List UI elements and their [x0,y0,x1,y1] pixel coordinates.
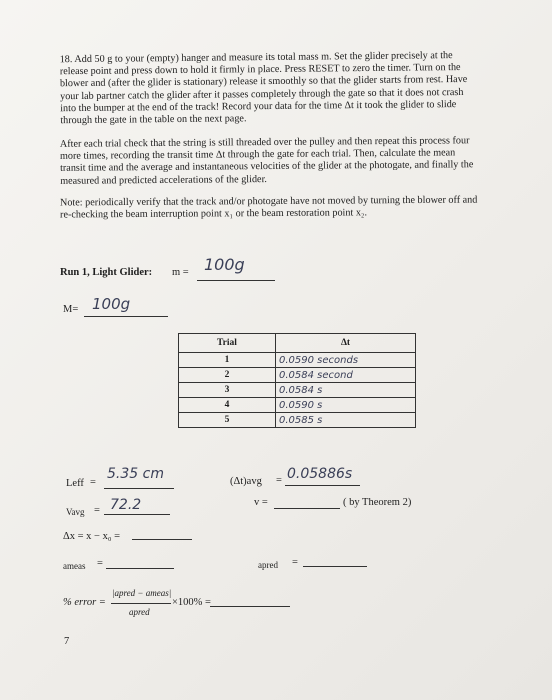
apred-label: apred [258,560,278,570]
ameas-equals: = [97,558,103,569]
error-tail: ×100% = [172,597,211,608]
trial-number: 5 [179,413,276,428]
dt-value[interactable]: 0.0584 second [276,368,416,383]
m-field-line [197,280,275,281]
dt-header: Δt [276,334,416,353]
m-value[interactable]: 100g [204,255,245,274]
error-denominator: apred [129,607,150,617]
page-number: 7 [64,636,70,647]
table-row [179,353,416,368]
table-row [179,368,416,383]
table-row [179,398,416,413]
vavg-equals: = [94,505,100,516]
ameas-field-line [106,568,174,569]
error-field-line [210,606,290,607]
dt-avg-field-line [285,485,360,486]
trial-table [178,333,416,428]
table-row [179,413,416,428]
M-value[interactable]: 100g [92,295,131,313]
dx-label: Δx = x − x₀ = [63,531,121,542]
theorem-note: ( by Theorem 2) [343,497,412,508]
dt-avg-value[interactable]: 0.05886s [287,466,353,482]
M-field-line [84,316,168,317]
instruction-step-18: 18. Add 50 g to your (empty) hanger and measure its total mass m. Set the glider precisely at the release point and press down to hold it firmly in place. Press RESET to zero the timer. Turn on the blower and (after the glider is stationary) release it smoothly so that the glider starts from rest. Have your lab partner catch the glider after it passes completely through the gate so that it does not crash into the bumper at the end of the track! Record your data for the time Δt it took the glider to slide through the gate in the table on the next page. [59,50,468,127]
error-label: % error = [63,597,106,608]
leff-value[interactable]: 5.35 cm [107,466,164,482]
run-title: Run 1, Light Glider: [60,267,153,278]
trial-number: 1 [179,353,276,368]
dt-value[interactable]: 0.0590 s [276,398,416,413]
dt-avg-equals: = [276,475,282,486]
instruction-repeat-trials: After each trial check that the string is still threaded over the pulley and then repeat this process four more times, recording the transit time Δt through the gate for each trial. Then, calculate the mean transit time and the average and instantaneous velocities of the glider at the photogate, and finally the measured and predicted accelerations of the glider. [59,135,474,187]
table-row [179,383,416,398]
dt-avg-label: (Δt)avg [230,476,262,487]
trial-header: Trial [179,334,276,353]
dt-value[interactable]: 0.0584 s [276,383,416,398]
trial-number: 4 [179,398,276,413]
v-field-line [274,508,340,509]
trial-number: 3 [179,383,276,398]
instruction-note: Note: periodically verify that the track and/or photogate have not moved by turning the blower off and re-checking the beam interruption point x₁ or the beam restoration point x₂. [59,194,478,221]
leff-label: Leff [66,478,84,489]
leff-equals: = [90,477,96,488]
vavg-value[interactable]: 72.2 [110,497,142,513]
dt-value[interactable]: 0.0590 seconds [276,353,416,368]
dx-field-line [132,539,192,540]
apred-equals: = [292,557,298,568]
m-label: m = [172,267,189,278]
vavg-field-line [104,514,170,515]
apred-field-line [303,566,367,567]
error-fraction-bar [111,603,171,604]
v-label: v = [254,497,268,508]
ameas-label: ameas [63,561,86,571]
vavg-label: Vavg [66,507,85,517]
table-header-row [179,334,416,353]
error-numerator: |apred − ameas| [112,588,172,598]
dt-value[interactable]: 0.0585 s [276,413,416,428]
M-label: M= [63,304,79,315]
leff-field-line [104,488,174,489]
trial-number: 2 [179,368,276,383]
